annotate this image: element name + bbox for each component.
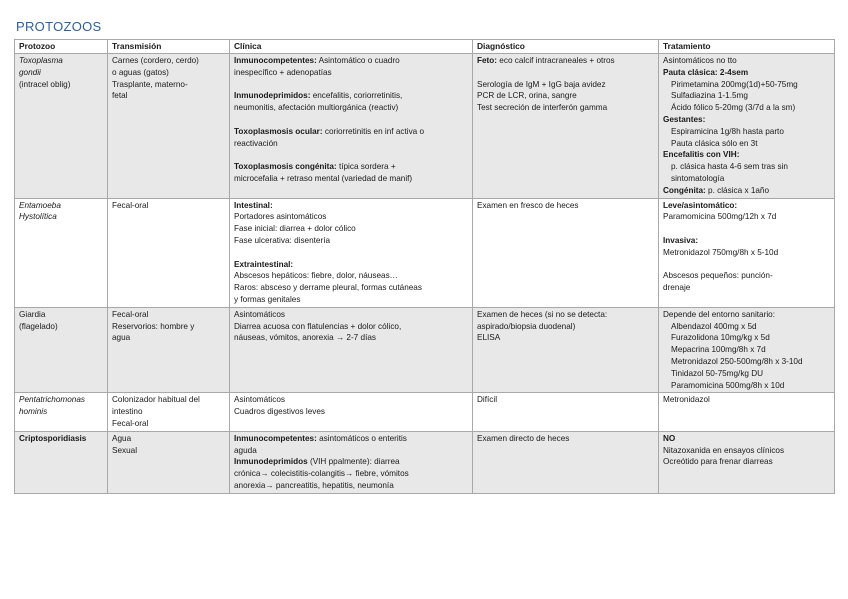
text-line: Portadores asintomáticos <box>234 212 327 222</box>
bold-label: Toxoplasmosis congénita: <box>234 162 337 172</box>
text-line: Asintomáticos no tto <box>663 56 737 65</box>
header-clinica: Clínica <box>230 40 473 54</box>
protozoo-name: hominis <box>19 407 48 417</box>
protozoo-name: Criptosporidiasis <box>19 433 87 443</box>
cell-protozoo <box>15 198 108 307</box>
text-line: Reservorios: hombre y <box>112 321 195 331</box>
cell-protozoo <box>15 393 108 431</box>
text-line <box>234 433 468 445</box>
text-line: Fecal-oral <box>112 309 149 319</box>
text-line: Fase inicial: diarrea + dolor cólico <box>234 224 356 234</box>
text-line: Sulfadiazina 1-1.5mg <box>671 91 748 101</box>
protozoo-name: gondii <box>19 67 41 77</box>
header-transmision: Transmisión <box>108 40 230 54</box>
text-line: Difícil <box>477 395 498 405</box>
cell-clinica <box>230 393 473 431</box>
bold-label: Gestantes: <box>663 114 706 124</box>
text-line: Examen en fresco de heces <box>477 200 579 210</box>
text-line: Metronidazol <box>663 395 710 405</box>
table-row-pentatrichomonas <box>15 393 835 431</box>
text-line: Albendazol 400mg x 5d <box>671 321 757 331</box>
text-line: Diarrea acuosa con flatulencias + dolor cólico, <box>234 321 402 331</box>
text-line: aspirado/biopsia duodenal) <box>477 321 576 331</box>
text-line <box>663 185 830 197</box>
text-line: Examen de heces (si no se detecta: <box>477 309 608 319</box>
cell-transmision <box>108 307 230 393</box>
text-line: Furazolidona 10mg/kg x 5d <box>671 333 770 343</box>
text-line: Mepacrina 100mg/8h x 7d <box>671 345 766 355</box>
protozoo-name: Pentatrichomonas <box>19 395 85 405</box>
bold-label: Invasiva: <box>663 235 699 245</box>
text-line: Asintomáticos <box>234 395 285 405</box>
bold-label: Toxoplasmosis ocular: <box>234 126 323 136</box>
text-line: Ocreótido para frenar diarreas <box>663 457 773 467</box>
page-title: PROTOZOOS <box>16 19 102 34</box>
spacer <box>234 149 468 161</box>
text-line: náuseas, vómitos, anorexia → 2-7 días <box>234 333 376 343</box>
bold-label: Congénita: <box>663 185 706 195</box>
cell-tratamiento <box>659 198 835 307</box>
text-line: Espiramicina 1g/8h hasta parto <box>671 126 784 136</box>
text-line: Asintomáticos <box>234 309 285 319</box>
text-line: Test secreción de interferón gamma <box>477 103 608 113</box>
text-line: Carnes (cordero, cerdo) <box>112 56 199 65</box>
text-line: Sexual <box>112 445 138 455</box>
bold-label: Inmunodeprimidos <box>234 457 308 467</box>
protozoo-note: (intracel oblig) <box>19 79 71 89</box>
text-line: Fecal-oral <box>112 418 149 428</box>
text-line: intestino <box>112 407 143 417</box>
table-row-criptosporidiasis <box>15 431 835 493</box>
cell-protozoo <box>15 431 108 493</box>
table-row-entamoeba <box>15 198 835 307</box>
bold-label: Intestinal: <box>234 200 273 210</box>
cell-diagnostico <box>473 54 659 199</box>
cell-transmision <box>108 54 230 199</box>
text-line: microcefalia + retraso mental (variedad de manif) <box>234 173 413 183</box>
cell-clinica <box>230 431 473 493</box>
text-line: Ácido fólico 5-20mg (3/7d a la sm) <box>671 103 796 113</box>
text-line <box>234 90 468 102</box>
bold-label: Inmunocompetentes: <box>234 433 317 443</box>
text-line: PCR de LCR, orina, sangre <box>477 91 577 101</box>
table-row-giardia <box>15 307 835 393</box>
text-line: aguda <box>234 445 257 455</box>
spacer <box>234 79 468 91</box>
text-line: Depende del entorno sanitario: <box>663 309 775 319</box>
text-line: Fase ulcerativa: disentería <box>234 235 331 245</box>
text-line: Serología de IgM + IgG baja avidez <box>477 79 606 89</box>
header-tratamiento: Tratamiento <box>659 40 835 54</box>
spacer <box>234 247 468 259</box>
text-line <box>234 161 468 173</box>
spacer <box>663 259 830 271</box>
text-line: y formas genitales <box>234 294 301 304</box>
text-span: (VIH ppalmente): diarrea <box>307 457 400 467</box>
header-protozoo: Protozoo <box>15 40 108 54</box>
table-header-row <box>15 40 835 54</box>
text-line: Trasplante, materno- <box>112 79 188 89</box>
cell-transmision <box>108 431 230 493</box>
bold-label: Inmunodeprimidos: <box>234 91 311 101</box>
cell-clinica <box>230 307 473 393</box>
text-span: coriorretinitis en inf activa o <box>322 126 425 136</box>
cell-diagnostico <box>473 431 659 493</box>
text-line: reactivación <box>234 138 278 148</box>
text-line: Metronidazol 750mg/8h x 5-10d <box>663 247 779 257</box>
protozoo-name: Giardia <box>19 309 46 319</box>
spacer <box>663 223 830 235</box>
text-line <box>234 126 468 138</box>
text-line: agua <box>112 333 131 343</box>
text-line: p. clásica hasta 4-6 sem tras sin <box>671 162 788 172</box>
text-line: ELISA <box>477 333 501 343</box>
text-span: p. clásica x 1año <box>705 185 770 195</box>
cell-transmision <box>108 198 230 307</box>
text-line: Examen directo de heces <box>477 433 570 443</box>
bold-label: Leve/asintomático: <box>663 200 738 210</box>
text-line: Colonizador habitual del <box>112 395 200 405</box>
cell-diagnostico <box>473 393 659 431</box>
text-line: Pirimetamina 200mg(1d)+50-75mg <box>671 79 798 89</box>
text-line: Fecal-oral <box>112 200 149 210</box>
cell-protozoo <box>15 54 108 199</box>
header-diagnostico: Diagnóstico <box>473 40 659 54</box>
text-line: Raros: absceso y derrame pleural, formas cutáneas <box>234 283 422 293</box>
text-line: Metronidazol 250-500mg/8h x 3-10d <box>671 356 803 366</box>
protozoo-name: Toxoplasma <box>19 56 63 65</box>
text-span: eco calcif intracraneales + otros <box>497 56 615 65</box>
protozoo-note: (flagelado) <box>19 321 58 331</box>
bold-label: NO <box>663 433 676 443</box>
cell-clinica <box>230 198 473 307</box>
bold-label: Inmunocompetentes: <box>234 56 317 65</box>
text-line: Abscesos pequeños: punción- <box>663 271 773 281</box>
protozoo-name: Hystolítica <box>19 212 57 222</box>
protozoos-table <box>14 39 835 494</box>
text-line: Abscesos hepáticos: fiebre, dolor, náuseas… <box>234 271 398 281</box>
text-line: Nitazoxanida en ensayos clínicos <box>663 445 785 455</box>
text-span: encefalitis, coriorretinitis, <box>310 91 403 101</box>
text-line: drenaje <box>663 283 691 293</box>
text-line: neumonitis, afectación multiorgánica (reactiv) <box>234 103 399 113</box>
cell-tratamiento <box>659 393 835 431</box>
cell-transmision <box>108 393 230 431</box>
text-line: Pauta clásica sólo en 3t <box>671 138 758 148</box>
table-row-toxoplasma <box>15 54 835 199</box>
text-line: o aguas (gatos) <box>112 67 169 77</box>
bold-label: Feto: <box>477 56 498 65</box>
text-span: asintomáticos o enteritis <box>316 433 407 443</box>
cell-tratamiento <box>659 54 835 199</box>
text-line: Paramomicina 500mg/12h x 7d <box>663 212 777 222</box>
text-line <box>234 55 468 67</box>
cell-diagnostico <box>473 198 659 307</box>
text-line: Paramomicina 500mg/8h x 10d <box>671 380 785 390</box>
bold-label: Pauta clásica: 2-4sem <box>663 67 749 77</box>
text-line: Tinidazol 50-75mg/kg DU <box>671 368 764 378</box>
cell-clinica <box>230 54 473 199</box>
text-line: Agua <box>112 433 132 443</box>
bold-label: Encefalitis con VIH: <box>663 150 740 160</box>
text-line: anorexia→ pancreatitis, hepatitis, neumonía <box>234 480 394 490</box>
cell-tratamiento <box>659 431 835 493</box>
cell-protozoo <box>15 307 108 393</box>
text-line: fetal <box>112 91 128 101</box>
bold-label: Extraintestinal: <box>234 259 294 269</box>
text-line <box>477 55 654 67</box>
text-line: inespecífico + adenopatías <box>234 67 332 77</box>
text-line: crónica→ colecistitis-colangitis→ fiebre, vómitos <box>234 469 409 479</box>
cell-diagnostico <box>473 307 659 393</box>
text-span: Asintomático o cuadro <box>316 56 400 65</box>
text-line: Cuadros digestivos leves <box>234 407 326 417</box>
spacer <box>234 114 468 126</box>
text-line: sintomatología <box>671 173 725 183</box>
spacer <box>477 67 654 79</box>
protozoo-name: Entamoeba <box>19 200 61 210</box>
text-span: típica sordera + <box>336 162 396 172</box>
text-line <box>234 456 468 468</box>
cell-tratamiento <box>659 307 835 393</box>
